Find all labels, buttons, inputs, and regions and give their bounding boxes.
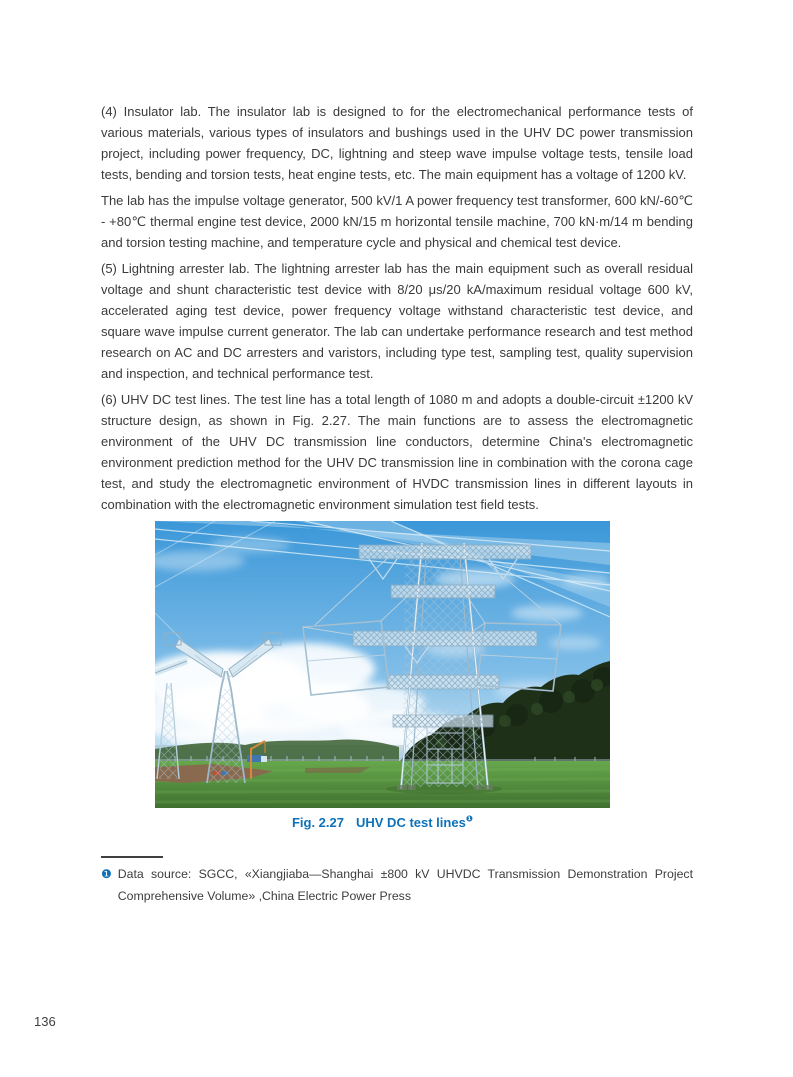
page-content bbox=[101, 101, 693, 907]
footnote-text: Data source: SGCC, «Xiangjiaba—Shanghai ±800 kV UHVDC Transmission Demonstration Project Comprehensive Volume» ,China Electric Power Press bbox=[117, 867, 693, 903]
figure-caption-text: UHV DC test lines bbox=[356, 815, 466, 830]
figure-caption bbox=[155, 815, 610, 830]
page-number: 136 bbox=[34, 1014, 56, 1029]
caption-footnote-ref: ❶ bbox=[465, 813, 474, 824]
body-paragraph: (6) UHV DC test lines. The test line has a total length of 1080 m and adopts a double-circuit ±1200 kV structure design, as shown in Fig. 2.27. The main functions are to assess the electromagnetic environment of the UHV DC transmission line conductors, determine China's electromagnetic environment prediction method for the UHV DC transmission line in combination with the corona cage test, and study the electromagnetic environment of HVDC transmission lines in different layouts in combination with the electromagnetic environment simulation test field tests. bbox=[101, 392, 693, 512]
figure-caption-label: Fig. 2.27 bbox=[291, 815, 344, 830]
figure-2-27 bbox=[155, 521, 610, 830]
uhv-dc-test-lines-photo bbox=[155, 521, 610, 808]
body-paragraph: (4) Insulator lab. The insulator lab is designed to for the electromechanical performance tests of various materials, various types of insulators and bushings used in the UHV DC power transmission project, including power frequency, DC, lightning and steep wave impulse voltage tests, tensile load tests, bending and torsion tests, heat engine tests, etc. The main equipment has a voltage of 1200 kV. bbox=[101, 104, 693, 182]
body-paragraph: The lab has the impulse voltage generator, 500 kV/1 A power frequency test transformer, 600 kN/-60℃ - +80℃ thermal engine test device, 2000 kN/15 m horizontal tensile machine, 700 kN·m/14 m bending and torsion testing machine, and temperature cycle and physical and chemical test device. bbox=[101, 193, 693, 250]
footnote bbox=[101, 863, 693, 907]
footnote-divider bbox=[101, 856, 163, 858]
footnote-1-icon: ❶ bbox=[101, 867, 112, 881]
body-paragraph: (5) Lightning arrester lab. The lightning arrester lab has the main equipment such as overall residual voltage and shunt characteristic test device with 8/20 μs/20 kA/maximum residual voltage 600 kV, accelerated aging test device, power frequency voltage withstand characteristic test device, and square wave impulse current generator. The lab can undertake performance research and test method research on AC and DC arresters and varistors, including type test, sampling test, quality supervision and inspection, and technical performance test. bbox=[101, 261, 693, 381]
